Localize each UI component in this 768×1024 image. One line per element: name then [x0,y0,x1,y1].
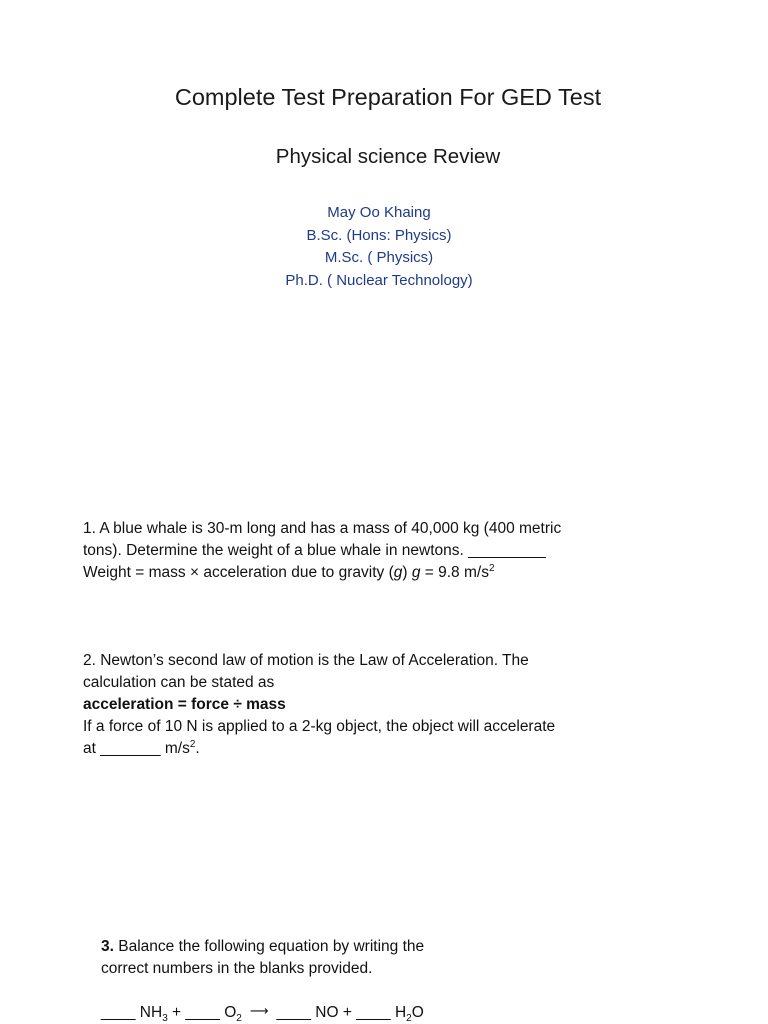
question-3 [101,936,621,980]
question-3-line-2: correct numbers in the blanks provided. [101,960,373,977]
reaction-arrow-icon: ⟶ [249,1003,269,1018]
question-1-line-2: tons). Determine the weight of a blue whale in newtons. _________ [83,542,546,559]
subscript: 2 [406,1013,412,1024]
superscript: 2 [488,562,495,574]
question-2 [83,650,643,760]
question-1-text: ) [402,564,412,581]
question-2-line-1: 2. Newton’s second law of motion is the Law of Acceleration. The [83,652,529,669]
gravity-symbol: g [393,564,403,581]
question-2-line-4: If a force of 10 N is applied to a 2-kg object, the object will accelerate [83,718,556,735]
author-degree-bsc: B.Sc. (Hons: Physics) [306,226,452,244]
equation-term: + ____ O [167,1004,237,1021]
acceleration-formula: acceleration = force ÷ mass [83,696,286,713]
author-name: May Oo Khaing [327,204,431,221]
author-block [0,202,758,293]
equation-term: ____ NO + ____ H [276,1004,407,1021]
question-3-number: 3. [101,938,114,955]
author-degree-phd: Ph.D. ( Nuclear Technology) [285,272,473,290]
document-subtitle: Physical science Review [275,145,501,168]
question-2-text: at _______ m/s [83,740,190,757]
question-1-text: = 9.8 m/s [420,564,489,581]
question-3-line-1 [101,936,621,958]
question-2-line-5 [83,738,643,760]
question-1-line-3 [83,562,643,584]
author-degree-msc: M.Sc. ( Physics) [324,249,434,267]
chemical-equation [101,1002,424,1024]
question-3-text: Balance the following equation by writing the [113,938,425,955]
question-1 [83,518,643,584]
subscript: 2 [236,1013,242,1024]
equation-term: O [411,1004,424,1021]
question-2-text: . [195,740,200,757]
superscript: 2 [189,738,196,750]
question-1-text: Weight = mass × acceleration due to gravity ( [83,564,394,581]
document-title: Complete Test Preparation For GED Test [174,84,602,110]
question-1-line-1: 1. A blue whale is 30-m long and has a mass of 40,000 kg (400 metric [83,520,562,537]
gravity-symbol: g [411,564,421,581]
equation-term: ____ NH [101,1004,163,1021]
question-2-line-2: calculation can be stated as [83,674,275,691]
subscript: 3 [162,1013,168,1024]
